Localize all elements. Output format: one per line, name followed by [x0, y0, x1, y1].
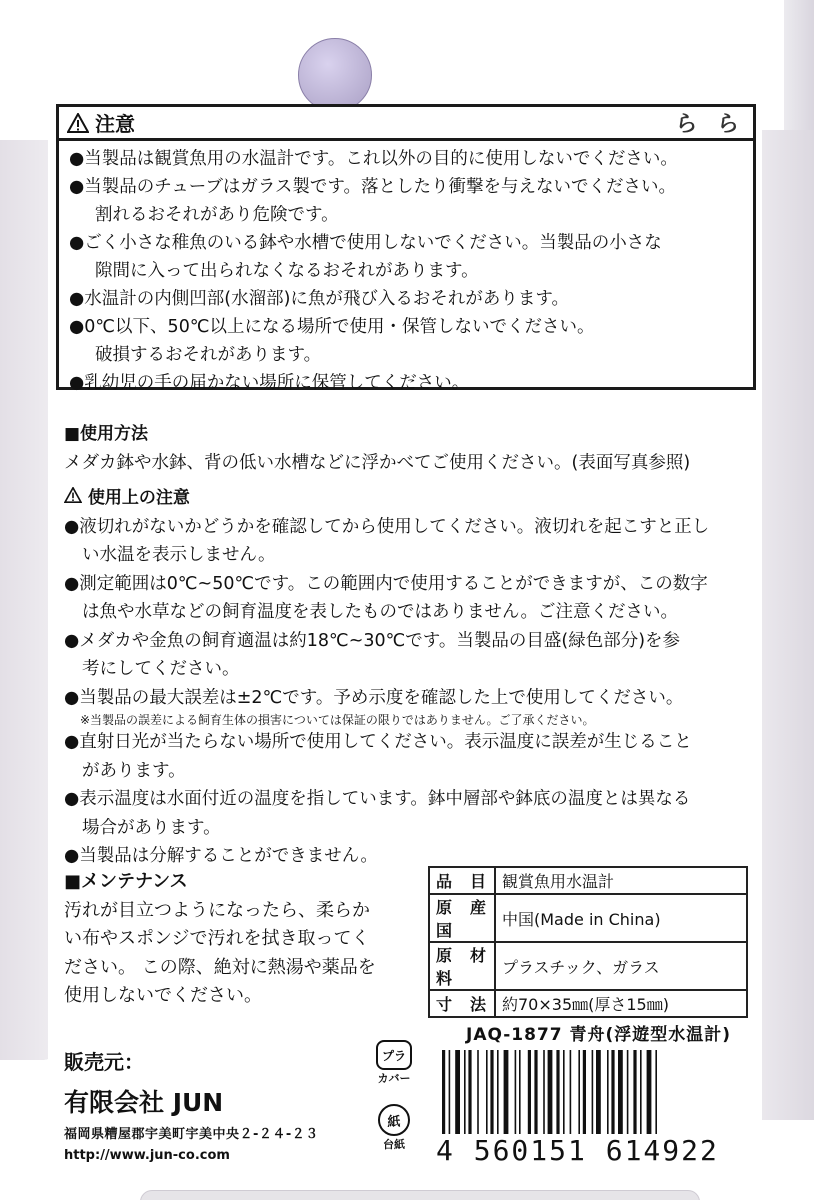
seller-block: [64, 1046, 319, 1163]
maintenance-line: 汚れが目立つようになったら、柔らか: [64, 899, 370, 921]
spec-key: 寸法: [429, 990, 495, 1017]
blister-edge-top: [784, 0, 814, 150]
seller-company: 有限会社 JUN: [64, 1088, 224, 1117]
warning-header: [59, 107, 753, 141]
warning-line: ●ごく小さな稚魚のいる鉢や水槽で使用しないでください。当製品の小さな: [69, 233, 662, 253]
spec-value: 約70×35㎜(厚さ15㎜): [495, 990, 747, 1017]
spec-row: [429, 894, 747, 942]
paper-recycle-mark: [372, 1104, 416, 1152]
caution-line: 場合があります。: [82, 817, 221, 838]
warning-line: 割れるおそれがあり危険です。: [95, 205, 339, 225]
warning-line: ●水温計の内側凹部(水溜部)に魚が飛び入るおそれがあります。: [69, 289, 570, 309]
barcode-number: 4 560151 614922: [436, 1134, 719, 1167]
spec-row: [429, 990, 747, 1017]
caution-line: い水温を表示しません。: [82, 545, 276, 565]
spec-value: 観賞魚用水温計: [495, 867, 747, 894]
hang-hole: [298, 38, 372, 112]
spec-table: [428, 866, 748, 1018]
warning-line: ●乳幼児の手の届かない場所に保管してください。: [69, 373, 470, 393]
maintenance-section: [64, 868, 414, 1011]
caution-line: ●メダカや金魚の飼育適温は約18℃~30℃です。当製品の目盛(緑色部分)を参: [64, 630, 681, 651]
barcode: [438, 1050, 728, 1140]
warning-line: 隙間に入って出られなくなるおそれがあります。: [95, 261, 479, 281]
warning-deco: ら ら: [675, 112, 745, 137]
cautions-section: [64, 484, 709, 871]
caution-line: ●表示温度は水面付近の温度を指しています。鉢中層部や鉢底の温度とは異なる: [64, 789, 691, 809]
cautions-header: [64, 484, 709, 513]
paper-recycle-label: 台紙: [383, 1138, 405, 1151]
warning-line: ●当製品は観賞魚用の水温計です。これ以外の目的に使用しないでください。: [69, 149, 678, 169]
caution-note: ※当製品の誤差による飼育生体の損害については保証の限りではありません。ご了承ください。: [80, 713, 595, 727]
spec-key: 原産国: [429, 894, 495, 942]
plastic-recycle-label: カバー: [377, 1072, 411, 1085]
usage-text: メダカ鉢や水鉢、背の低い水槽などに浮かべてご使用ください。(表面写真参照): [64, 452, 691, 473]
seller-url: http://www.jun-co.com: [64, 1148, 230, 1163]
caution-line: があります。: [82, 760, 186, 781]
maintenance-line: ださい。 この際、絶対に熱湯や薬品を: [64, 956, 376, 978]
caution-line: ●直射日光が当たらない場所で使用してください。表示温度に誤差が生じること: [64, 732, 692, 752]
paper-recycle-icon: 紙: [378, 1104, 410, 1136]
warning-line: 破損するおそれがあります。: [95, 345, 322, 365]
spec-key: 原材料: [429, 942, 495, 990]
warning-box: [56, 104, 756, 393]
plastic-recycle-mark: [372, 1040, 416, 1086]
spec-row: [429, 942, 747, 990]
warning-line: ●0℃以下、50℃以上になる場所で使用・保管しないでください。: [69, 317, 595, 337]
spec-value: 中国(Made in China): [495, 894, 747, 942]
warning-triangle-icon: [67, 113, 89, 133]
caution-line: ●当製品は分解することができません。: [64, 846, 378, 866]
maintenance-line: い布やスポンジで汚れを拭き取ってく: [64, 928, 370, 949]
caution-line: ●測定範囲は0℃~50℃です。この範囲内で使用することができますが、この数字: [64, 573, 708, 594]
caution-line: ●当製品の最大誤差は±2℃です。予め示度を確認した上で使用してください。: [64, 687, 684, 708]
caution-line: ●液切れがないかどうかを確認してから使用してください。液切れを起こすと正し: [64, 516, 710, 537]
maintenance-line: 使用しないでください。: [64, 985, 262, 1006]
caution-triangle-icon: [64, 487, 82, 503]
bottom-tab: [140, 1190, 700, 1200]
caution-line: 考にしてください。: [82, 659, 240, 679]
seller-label: 販売元：: [64, 1050, 144, 1074]
cautions-title: 使用上の注意: [87, 488, 190, 508]
maintenance-title: ■メンテナンス: [64, 871, 188, 892]
caution-line: は魚や水草などの飼育温度を表したものではありません。ご注意ください。: [82, 602, 679, 622]
warning-body: [59, 141, 753, 401]
spec-row: [429, 867, 747, 894]
warning-title: 注意: [95, 112, 135, 136]
product-code: JAQ-1877 青舟(浮遊型水温計): [466, 1025, 732, 1045]
seller-address: 福岡県糟屋郡宇美町宇美中央２-２４-２３: [64, 1127, 319, 1142]
usage-title: ■使用方法: [64, 424, 149, 444]
spec-value: プラスチック、ガラス: [495, 942, 747, 990]
warning-line: ●当製品のチューブはガラス製です。落としたり衝撃を与えないでください。: [69, 177, 676, 197]
plastic-recycle-icon: プラ: [376, 1040, 412, 1070]
spec-key: 品目: [429, 867, 495, 894]
usage-section: [64, 420, 690, 477]
